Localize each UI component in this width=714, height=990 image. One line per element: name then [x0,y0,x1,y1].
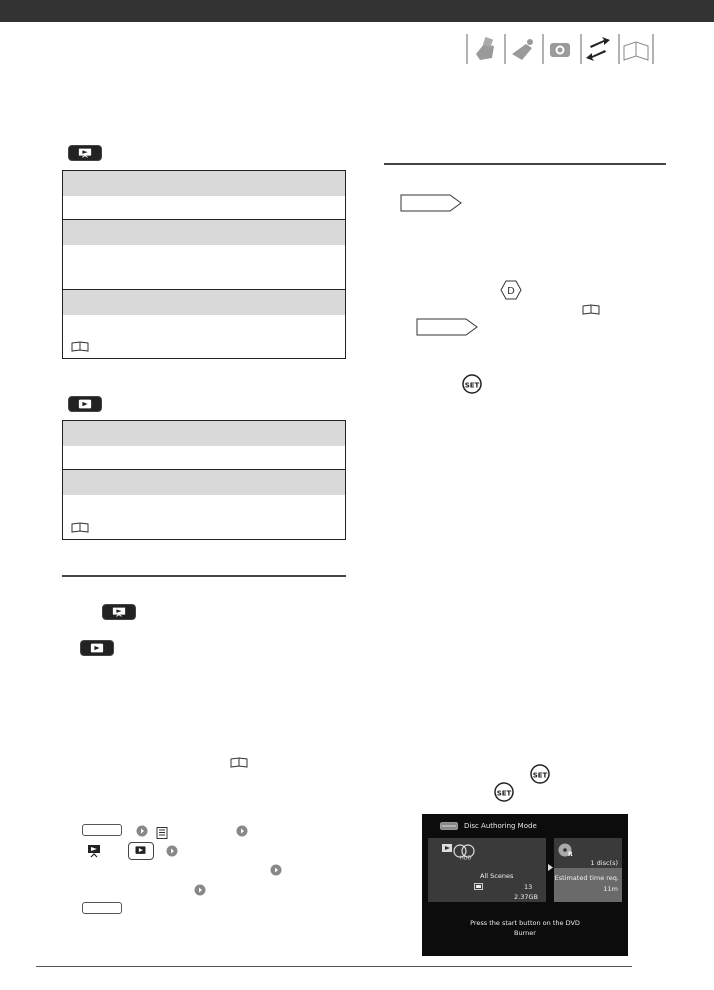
svg-text:SET: SET [532,771,548,780]
next-step-arrow-icon [236,825,248,837]
func-button [82,824,122,836]
table-row-header [63,421,345,446]
screen-message [422,918,628,938]
photo-playback-icon [68,396,102,412]
next-step-arrow-icon [194,884,206,896]
page-reference-icon [71,522,89,533]
dvd-burner-icon [440,822,458,830]
table-row-header [63,220,345,245]
next-step-arrow-icon [136,825,148,837]
set-button-icon [462,374,482,394]
hand-with-disc-icon [466,32,502,66]
page-reference-icon [582,304,600,315]
screen-title: Disc Authoring Mode [464,822,537,830]
disc-count: 1 disc(s) [590,859,618,867]
book-icon [618,32,654,66]
mode-indicator-tag [400,194,462,212]
transfer-arrows-icon [580,32,616,66]
dvd-r-disc-icon [558,842,574,858]
scene-count: 13 [524,883,533,891]
section-divider [62,575,346,577]
hdd-movie-icon [442,842,476,860]
disc-authoring-screen [422,814,628,956]
screen-header [422,814,628,836]
table-row-header [63,171,345,196]
section-divider [384,163,666,165]
photo-playback-icon [80,640,114,656]
destination-panel [554,838,622,902]
func-button [82,902,122,914]
next-step-arrow-icon [270,864,282,876]
time-label: Estimated time req. [554,874,619,882]
photo-playback-small-icon [128,842,154,860]
flow-arrow-icon [548,864,553,871]
page-reference-icon [230,757,248,768]
next-step-arrow-icon [166,845,178,857]
footer-rule [36,966,632,967]
disc-d-button-icon [500,280,522,300]
menu-list-icon [156,824,168,836]
svg-text:SET: SET [464,381,480,390]
movie-playback-small-icon [82,843,106,859]
svg-text:SET: SET [496,789,512,798]
options-table-photos [62,420,346,540]
time-estimate-band [554,868,622,902]
table-row-header [63,470,345,495]
message-line-1: Press the start button on the DVD [470,919,580,927]
options-table-movies [62,170,346,359]
table-row-header [63,290,345,315]
movie-playback-icon [68,145,102,161]
top-bar [0,0,714,22]
scenes-label: All Scenes [480,872,514,880]
total-size: 2.37GB [514,893,538,901]
svg-text:R: R [568,851,573,858]
source-panel [428,838,546,902]
set-button-icon [494,782,514,802]
time-value: 11m [603,885,618,893]
page-reference-icon [71,341,89,352]
svg-text:HDD: HDD [460,855,472,860]
mode-indicator-tag [416,318,478,336]
message-line-2: Burner [514,929,536,937]
scene-count-icon [474,883,483,890]
svg-text:D: D [507,286,515,297]
photo-camera-icon [542,32,578,66]
movie-playback-icon [102,604,136,620]
video-camera-icon [504,32,540,66]
set-button-icon [530,764,550,784]
section-tabs [466,32,666,66]
